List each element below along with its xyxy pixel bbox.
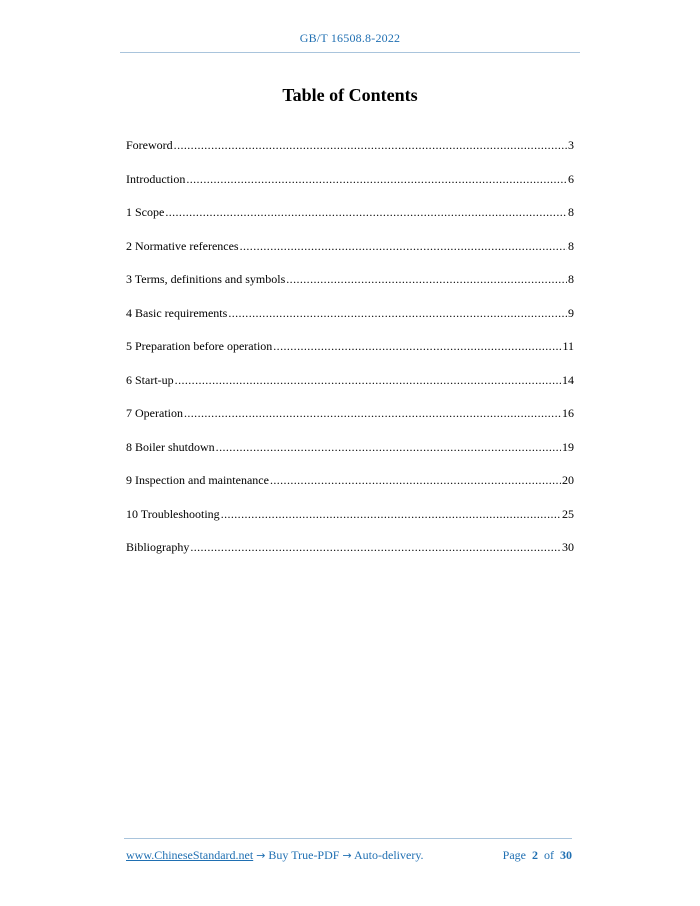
toc-leader-dots	[240, 238, 567, 254]
toc-entry-introduction[interactable]	[126, 171, 574, 205]
toc-entry-label: Introduction	[126, 171, 186, 186]
auto-delivery-text: Auto-delivery.	[354, 848, 424, 862]
arrow-right-icon: →	[256, 849, 266, 862]
toc-entry-bibliography[interactable]	[126, 539, 574, 573]
toc-entry-foreword[interactable]	[126, 137, 574, 171]
toc-entry-normative-references[interactable]	[126, 238, 574, 272]
toc-leader-dots	[273, 338, 561, 354]
toc-entry-start-up[interactable]	[126, 372, 574, 406]
toc-entry-label: 3 Terms, definitions and symbols	[126, 272, 286, 286]
page-word: Page	[502, 848, 526, 862]
toc-entry-page: 11	[562, 339, 574, 353]
page-footer	[126, 848, 572, 863]
toc-entry-label: 10 Troubleshooting	[126, 506, 220, 521]
site-link[interactable]: www.ChineseStandard.net	[126, 848, 254, 862]
toc-entry-boiler-shutdown[interactable]	[126, 439, 574, 473]
toc-entry-page: 30	[562, 540, 574, 554]
toc-entry-label: 7 Operation	[126, 406, 183, 420]
arrow-right-icon: →	[342, 849, 352, 862]
toc-entry-page: 20	[562, 473, 574, 487]
toc-entry-page: 8	[568, 205, 574, 219]
toc-entry-label: Bibliography	[126, 540, 190, 554]
of-word: of	[544, 848, 554, 862]
toc-entry-page: 25	[562, 506, 574, 521]
toc-list	[126, 137, 574, 573]
toc-entry-label: 8 Boiler shutdown	[126, 439, 215, 454]
toc-entry-scope[interactable]	[126, 204, 574, 238]
toc-entry-operation[interactable]	[126, 405, 574, 439]
toc-entry-page: 16	[562, 406, 574, 420]
toc-entry-label: 2 Normative references	[126, 238, 239, 253]
toc-title: Table of Contents	[282, 85, 418, 105]
toc-entry-page: 6	[568, 171, 574, 186]
toc-leader-dots	[270, 472, 561, 488]
toc-entry-label: 1 Scope	[126, 205, 165, 219]
buy-true-pdf-text: Buy True-PDF	[268, 848, 340, 862]
toc-leader-dots	[221, 506, 561, 522]
toc-entry-label: Foreword	[126, 138, 173, 152]
toc-leader-dots	[190, 539, 561, 555]
toc-leader-dots	[228, 305, 567, 321]
footer-promo	[126, 848, 424, 863]
toc-entry-page: 9	[568, 305, 574, 320]
toc-entry-inspection-maintenance[interactable]	[126, 472, 574, 506]
toc-entry-page: 19	[562, 439, 574, 454]
toc-leader-dots	[175, 372, 561, 388]
toc-leader-dots	[165, 204, 567, 220]
toc-entry-basic-requirements[interactable]	[126, 305, 574, 339]
total-pages-number: 30	[560, 848, 572, 862]
toc-entry-label: 5 Preparation before operation	[126, 339, 273, 353]
running-header: GB/T 16508.8-2022	[299, 31, 401, 45]
toc-entry-label: 6 Start-up	[126, 372, 174, 387]
toc-entry-terms-definitions[interactable]	[126, 271, 574, 305]
toc-leader-dots	[186, 171, 567, 187]
toc-entry-page: 14	[562, 372, 574, 387]
toc-entry-page: 8	[568, 238, 574, 253]
current-page-number: 2	[532, 848, 538, 862]
toc-entry-troubleshooting[interactable]	[126, 506, 574, 540]
page-indicator	[503, 848, 572, 863]
toc-entry-label: 4 Basic requirements	[126, 305, 228, 320]
header-divider	[120, 52, 580, 53]
toc-leader-dots	[216, 439, 561, 455]
toc-entry-label: 9 Inspection and maintenance	[126, 473, 269, 487]
footer-divider	[124, 838, 572, 839]
toc-leader-dots	[174, 137, 567, 153]
toc-entry-preparation[interactable]	[126, 338, 574, 372]
toc-entry-page: 8	[568, 272, 574, 286]
toc-leader-dots	[286, 271, 567, 287]
toc-leader-dots	[184, 405, 561, 421]
toc-entry-page: 3	[568, 138, 574, 152]
